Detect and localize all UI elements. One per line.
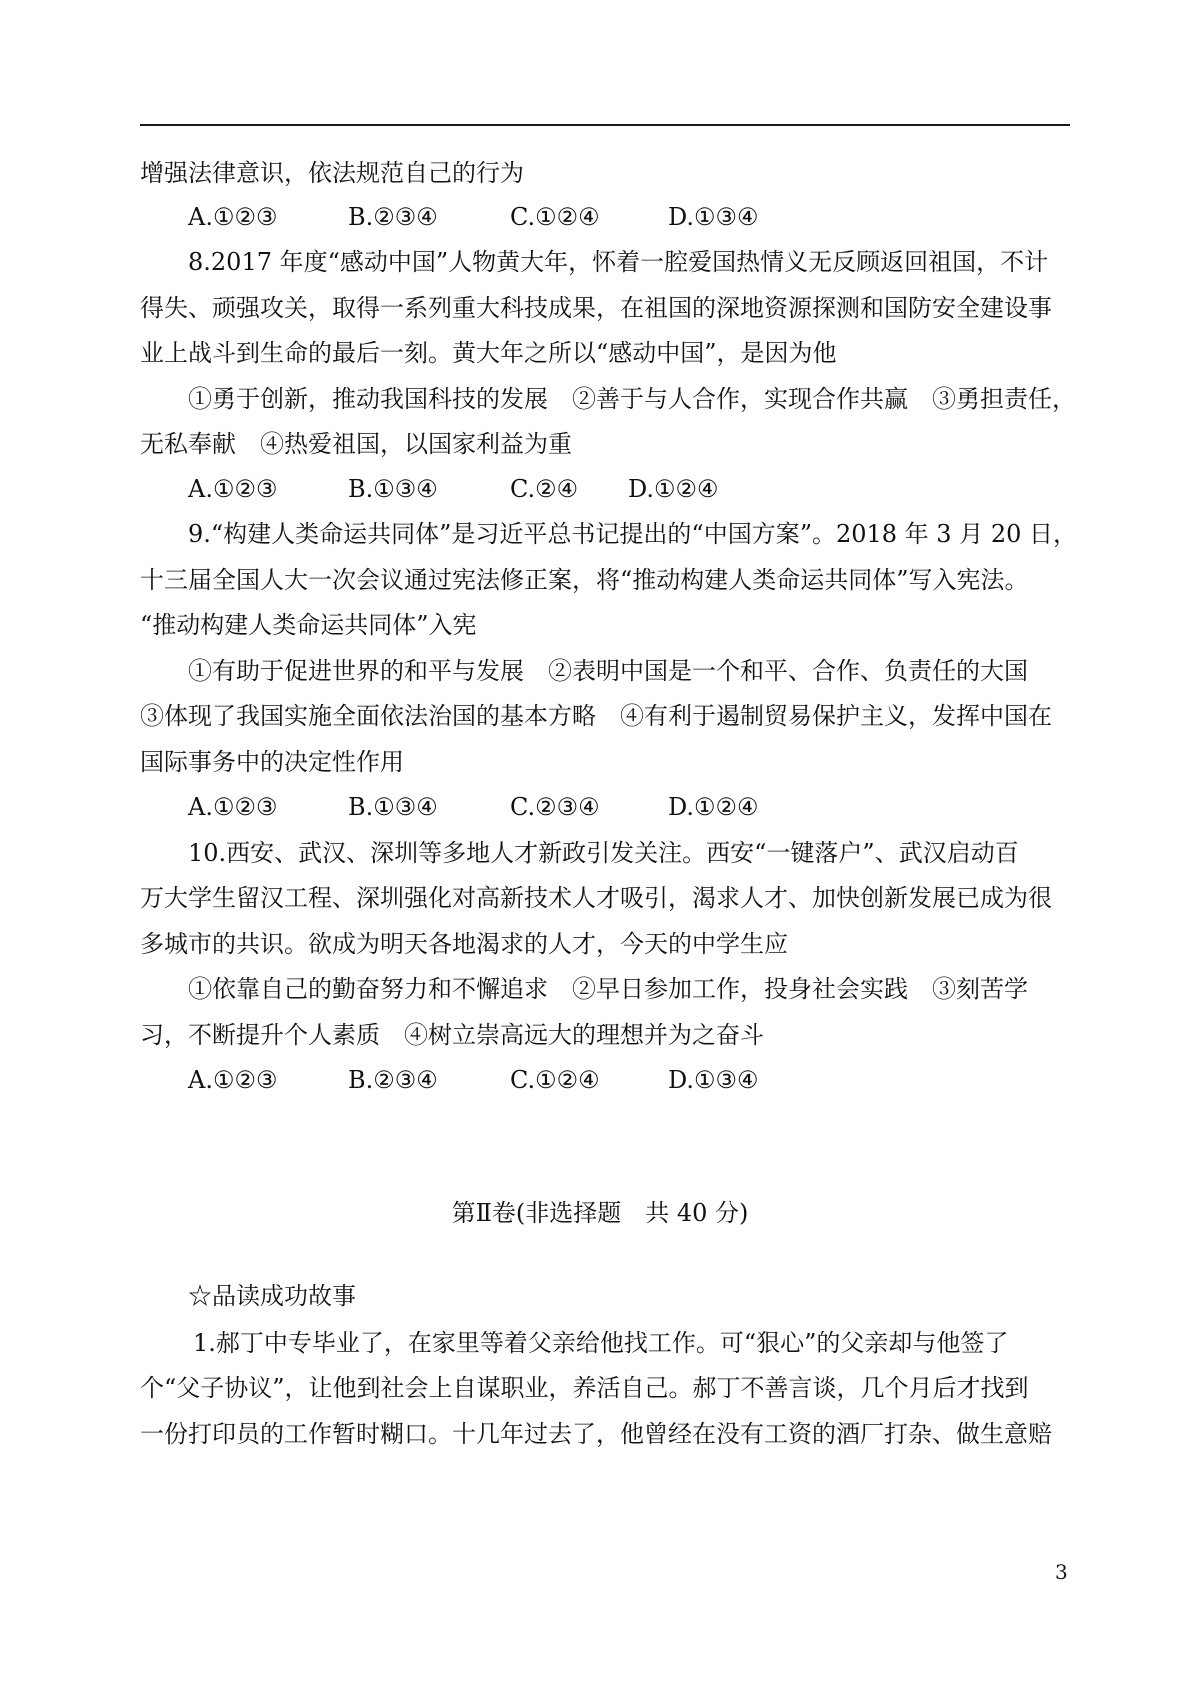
question-10-line-2: 万大学生留汉工程、深圳强化对高新技术人才吸引，渴求人才、加快创新发展已成为很 (140, 884, 1052, 912)
question-9-line-3: “推动构建人类命运共同体”入宪 (140, 611, 477, 639)
text-line-1: 增强法律意识，依法规范自己的行为 (140, 159, 524, 187)
question-8-line-1: 8.2017 年度“感动中国”人物黄大年，怀着一腔爱国热情义无反顾返回祖国，不计 (188, 248, 1049, 276)
option-a: A.①②③ (188, 475, 278, 503)
question-9-line-2: 十三届全国人大一次会议通过宪法修正案，将“推动构建人类命运共同体”写入宪法。 (140, 566, 1029, 594)
story-line-3: 一份打印员的工作暂时糊口。十几年过去了，他曾经在没有工资的酒厂打杂、做生意赔 (140, 1420, 1052, 1448)
option-c: C.①②④ (510, 1066, 600, 1094)
question-10-line-3: 多城市的共识。欲成为明天各地渴求的人才，今天的中学生应 (140, 930, 788, 958)
header-rule (140, 124, 1070, 126)
story-line-2: 个“父子协议”，让他到社会上自谋职业，养活自己。郝丁不善言谈，几个月后才找到 (140, 1374, 1029, 1402)
option-a: A.①②③ (188, 1066, 278, 1094)
page-number: 3 (1055, 1560, 1068, 1584)
question-8-line-3: 业上战斗到生命的最后一刻。黄大年之所以“感动中国”，是因为他 (140, 339, 837, 367)
section-title: 第Ⅱ卷(非选择题 共 40 分) (451, 1199, 749, 1227)
option-a: A.①②③ (188, 203, 278, 231)
option-b: B.①③④ (348, 475, 438, 503)
question-10-statements-1: ①依靠自己的勤奋努力和不懈追求 ②早日参加工作，投身社会实践 ③刻苦学 (188, 975, 1028, 1003)
story-line-1: 1.郝丁中专毕业了，在家里等着父亲给他找工作。可“狠心”的父亲却与他签了 (193, 1329, 1009, 1357)
question-8-statements-2: 无私奉献 ④热爱祖国，以国家利益为重 (140, 430, 572, 458)
option-a: A.①②③ (188, 793, 278, 821)
option-d: D.①②④ (628, 475, 719, 503)
question-8-line-2: 得失、顽强攻关，取得一系列重大科技成果，在祖国的深地资源探测和国防安全建设事 (140, 294, 1052, 322)
option-b: B.②③④ (348, 1066, 438, 1094)
question-9-statements-1: ①有助于促进世界的和平与发展 ②表明中国是一个和平、合作、负责任的大国 (188, 657, 1028, 685)
option-d: D.①③④ (668, 203, 759, 231)
option-c: C.②④ (510, 475, 579, 503)
question-9-line-1: 9.“构建人类命运共同体”是习近平总书记提出的“中国方案”。2018 年 3 月 20 日， (188, 520, 1078, 548)
option-c: C.①②④ (510, 203, 600, 231)
option-b: B.②③④ (348, 203, 438, 231)
question-9-statements-3: 国际事务中的决定性作用 (140, 748, 404, 776)
question-10-line-1: 10.西安、武汉、深圳等多地人才新政引发关注。西安“一键落户”、武汉启动百 (188, 839, 1019, 867)
question-8-statements-1: ①勇于创新，推动我国科技的发展 ②善于与人合作，实现合作共赢 ③勇担责任， (188, 385, 1076, 413)
option-d: D.①③④ (668, 1066, 759, 1094)
option-d: D.①②④ (668, 793, 759, 821)
option-c: C.②③④ (510, 793, 600, 821)
option-b: B.①③④ (348, 793, 438, 821)
subsection-heading: ☆品读成功故事 (188, 1282, 356, 1310)
question-9-statements-2: ③体现了我国实施全面依法治国的基本方略 ④有利于遏制贸易保护主义，发挥中国在 (140, 702, 1052, 730)
question-10-statements-2: 习，不断提升个人素质 ④树立崇高远大的理想并为之奋斗 (140, 1021, 764, 1049)
